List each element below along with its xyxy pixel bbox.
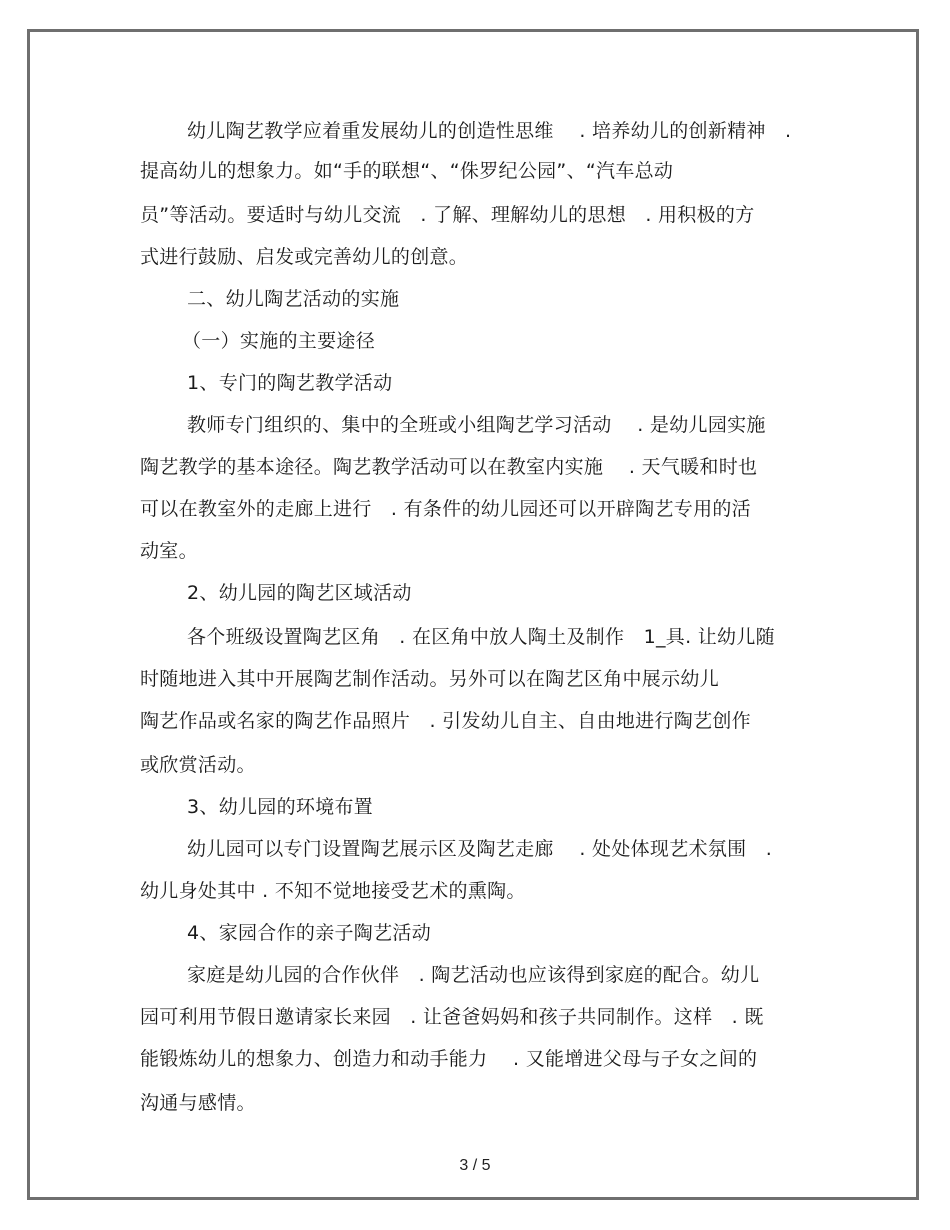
text-line: 陶艺作品或名家的陶艺作品照片 . 引发幼儿自主、自由地进行陶艺创作	[140, 710, 751, 732]
text-line: 园可利用节假日邀请家长来园 . 让爸爸妈妈和孩子共同制作。这样 . 既	[140, 1006, 764, 1028]
text-line: 幼儿身处其中 . 不知不觉地接受艺术的熏陶。	[140, 880, 526, 902]
text-line: 各个班级设置陶艺区角 . 在区角中放人陶土及制作 1_具. 让幼儿随	[187, 626, 775, 648]
text-line: 家庭是幼儿园的合作伙伴 . 陶艺活动也应该得到家庭的配合。幼儿	[187, 964, 760, 986]
item-heading: 2、幼儿园的陶艺区域活动	[187, 582, 412, 604]
text-line: 可以在教室外的走廊上进行 . 有条件的幼儿园还可以开辟陶艺专用的活	[140, 498, 751, 520]
item-heading: 4、家园合作的亲子陶艺活动	[187, 922, 431, 944]
text-line: 员”等活动。要适时与幼儿交流 . 了解、理解幼儿的思想 . 用积极的方	[140, 204, 755, 226]
item-heading: 1、专门的陶艺教学活动	[187, 372, 393, 394]
item-heading: 3、幼儿园的环境布置	[187, 796, 374, 818]
section-heading: 二、幼儿陶艺活动的实施	[187, 288, 400, 310]
text-line: 或欣赏活动。	[140, 754, 256, 776]
text-line: 能锻炼幼儿的想象力、创造力和动手能力 . 又能增进父母与子女之间的	[140, 1048, 758, 1070]
page-number: 3 / 5	[459, 1157, 491, 1174]
text-line: 动室。	[140, 540, 198, 562]
text-line: 时随地进入其中开展陶艺制作活动。另外可以在陶艺区角中展示幼儿	[140, 668, 720, 690]
text-line: 教师专门组织的、集中的全班或小组陶艺学习活动 . 是幼儿园实施	[187, 414, 766, 436]
text-line: 提高幼儿的想象力。如“手的联想“、“侏罗纪公园”、“汽车总动	[140, 160, 674, 182]
subsection-heading: （一）实施的主要途径	[182, 330, 376, 352]
text-line: 幼儿园可以专门设置陶艺展示区及陶艺走廊 . 处处体现艺术氛围 .	[187, 838, 773, 860]
text-line: 沟通与感情。	[140, 1092, 256, 1114]
text-line: 陶艺教学的基本途径。陶艺教学活动可以在教室内实施 . 天气暖和时也	[140, 456, 758, 478]
text-line: 幼儿陶艺教学应着重发展幼儿的创造性思维 . 培养幼儿的创新精神 .	[187, 120, 792, 142]
text-line: 式进行鼓励、启发或完善幼儿的创意。	[140, 246, 469, 268]
